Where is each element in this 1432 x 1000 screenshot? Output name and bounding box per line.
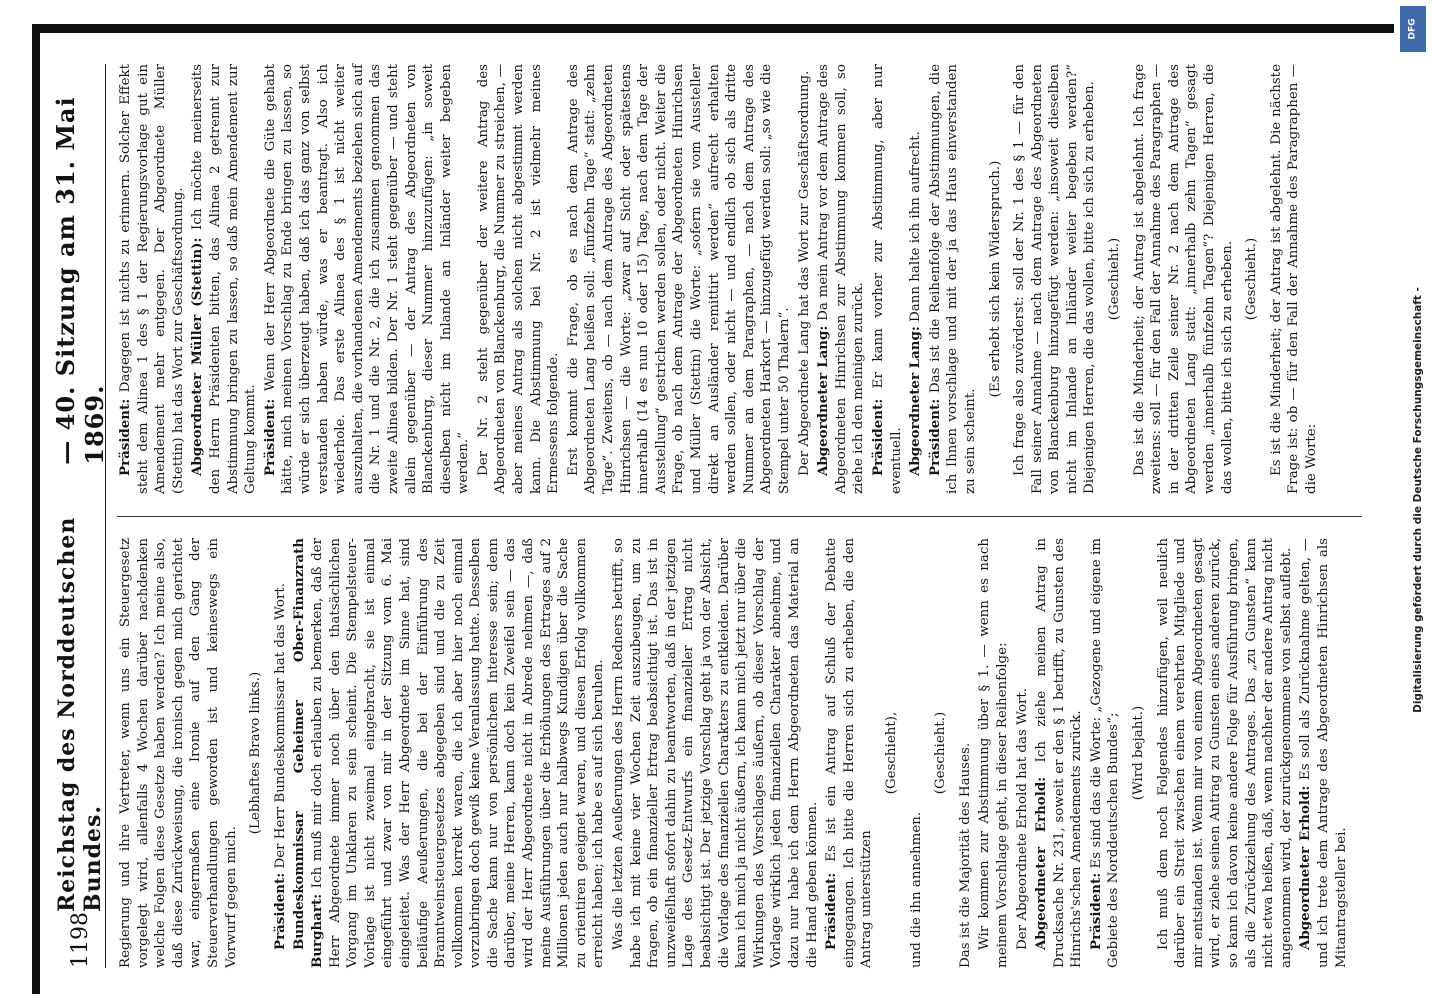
paragraph [957, 538, 975, 968]
paragraph-text: und die ihn annehmen. [908, 811, 924, 968]
paragraph [610, 538, 821, 968]
speaker-name: Präsident: [261, 398, 278, 476]
paragraph-text: Der Abgeordnete Lang hat das Wort zur Geschäftsordnung. [796, 70, 812, 476]
running-title: Reichstag des Norddeutschen Bundes. [54, 516, 106, 912]
speaker-name: Abgeordneter Erhold: [1033, 776, 1050, 950]
scan-border-top [32, 24, 1394, 33]
paragraph-text: Es ist die Minderheit; der Antrag ist abgelehnt. Die nächste Frage ist: ob — für den Fall der Annahme des Paragraphen — die Worte: [1268, 64, 1319, 494]
speaker-name: Abgeordneter Müller (Stettin): [189, 237, 206, 476]
speaker-name: Präsident: [869, 398, 886, 476]
paragraph [1155, 538, 1296, 968]
paragraph [117, 538, 240, 968]
paragraph-text: Dann halte ich ihn aufrecht. [908, 131, 924, 322]
page-number: 1198 [67, 912, 93, 968]
stage-direction: (Geschieht.) [1244, 237, 1260, 321]
paragraph [976, 538, 1011, 968]
speaker-name: Präsident: [117, 398, 133, 476]
paragraph-text: Er kann vorher zur Abstimmung, aber nur eventuell. [870, 64, 904, 494]
paragraph-text: Wir kommen zur Abstimmung über § 1. — wenn es nach meinem Vorschlage geht, in dieser Reihenfolge: [977, 538, 1010, 968]
speaker-name: Abgeordneter Lang: [907, 326, 924, 476]
paragraph [1131, 64, 1237, 494]
paragraph-text: Erst kommt die Frage, ob es nach dem Antrage des Abgeordneten Lang heißen soll: „fünfzehn Tage“ statt: „zehn Tage“. Zweitens, ob — nach dem Antrage des Abgeordneten Hinrichsen — die Worte: „zwar auf Sicht oder spätestens innerhalb (14 es nun 10 oder 15) Tage, nach dem Tage der Ausstellung“ gestrichen werden sollen, oder nicht. Weiter die Frage, ob nach dem Antrage der Abgeordneten Hinrichsen und Müller (Stettin) die Worte: „sofern sie vom Aussteller direkt an Ausländer remittirt werden“ aufrecht erhalten werden sollen, oder nicht — und endlich ob sich als dritte Nummer an dem Paragraphen, — nach dem Antrage des Abgeordneten Harkort — hinzugefügt werden soll: „so wie die Stempel unter 50 Thalern“. [565, 64, 792, 494]
paragraph [796, 64, 814, 494]
paragraph-text: Der Abgeordnete Erhold hat das Wort. [1014, 687, 1030, 950]
stage-direction: (Geschieht.) [933, 711, 949, 795]
stage-direction: (Wird bejaht.) [1131, 705, 1147, 801]
paragraph [272, 538, 290, 968]
digitization-note: Digitalisierung gefördert durch die Deutsche Forschungsgemeinschaft - [1412, 287, 1424, 713]
paragraph [908, 538, 926, 968]
stage-direction: (Geschieht), [883, 711, 899, 795]
right-column [117, 64, 1323, 494]
paragraph [1014, 538, 1032, 968]
paragraph [1011, 64, 1099, 494]
paragraph [291, 538, 608, 968]
page-header [51, 64, 109, 968]
paragraph-text: Ich möchte meinerseits den Herrn Präsidenten bitten, das Alinea 2 getrennt zur Abstimmung bringen zu lassen, so daß mein Amendement zur Geltung kommt. [190, 63, 259, 494]
paragraph-text: Das ist die Majorität des Hauses. [957, 742, 973, 968]
paragraph-text: Es ist ein Antrag auf Schluß der Debatte eingegangen. Ich bitte die Herren sich zu erheben, die den Antrag unterstützen [824, 537, 875, 968]
paragraph-text: Der Nr. 2 steht gegenüber der weitere Antrag des Abgeordneten von Blanckenburg, die Nummer zu streichen, — aber meines Antrag als solchen nicht abgestimmt werden kann. Die Abstimmung bei Nr. 2 ist vielmehr meines Ermessens folgende. [475, 64, 562, 494]
paragraph [1268, 64, 1321, 494]
paragraph-text: Das ist die Minderheit; der Antrag ist abgelehnt. Ich frage zweitens: soll — für den Fall der Annahme des Paragraphen — in der dritten Zeile seiner Nr. 2 nach dem Antrage des Abgeordneten Lang statt: „innerhalb zehn Tagen“ gesagt werden „innerhalb fünfzehn Tagen“? Diejenigen Herren, die das wollen, bitte ich sich zu erheben. [1131, 64, 1235, 494]
paragraph-text: Es soll als Zurücknahme gelten, — und ich trete dem Antrage des Abgeordneten Hinrichsen als Mitantragsteller bei. [1298, 538, 1349, 968]
paragraph [262, 64, 473, 494]
paragraph [1088, 538, 1123, 968]
paragraph-text: Es sind das die Worte: „Gezogene und eigene im Gebiete des Norddeutschen Bundes“; [1088, 538, 1122, 968]
paragraph [189, 64, 259, 494]
paragraph-text: Ich ziehe meinen Antrag in Drucksache Nr. 231, soweit er den § 1 betrifft, zu Gunsten des Hinrichs'schen Amendements zurück. [1034, 538, 1085, 968]
paragraph [1033, 538, 1086, 968]
speaker-name: Präsident: [926, 398, 943, 476]
paragraph-text: Regierung und ihre Vertreter, wenn uns ein Steuergesetz vorgelegt wird, allenfalls 4 Wochen darüber nachdenken welche Folgen diese Gesetze haben werden? Ich meine also, daß diese Zurückweisung, die ironisch gegen mich gerichtet war, eingermaßen eine Ironie auf den Gang der Steuerverhandlungen geworden ist und keineswegs ein Vorwurf gegen mich. [118, 538, 239, 968]
speaker-name: Bundeskommissar Geheimer Ober-Finanzrath Burghart: [291, 538, 325, 968]
speaker-name: Präsident: [823, 872, 840, 950]
stage-direction: (Es erhebt sich kein Widerspruch.) [987, 160, 1003, 398]
column-rule [117, 516, 1362, 517]
paragraph-text: Ich frage also zuvörderst: soll der Nr. 1 des § 1 — für den Fall seiner Annahme — nach dem Antrage des Abgeordneten von Blanckenburg hinzugefügt werden: „insoweit dieselben nicht im Inlande an Inländer weiter begeben werden?“ Diejenigen Herren, die das wollen, bitte ich sich zu erheben. [1012, 64, 1098, 494]
paragraph [117, 64, 187, 494]
paragraph-text: Der Herr Bundeskommissar hat das Wort. [272, 582, 288, 869]
paragraph [907, 64, 925, 494]
paragraph [1297, 538, 1350, 968]
paragraph-text: Ich muß dem noch Folgendes hinzufügen, weil neulich darüber ein Streit zwischen einem verehrten Mitgliede und mir entstanden ist. Wenn mir von einem Abgeordneten gesagt wird, er ziehe seinen Antrag zu Gunsten eines anderen zurück, so kann ich davon keine andere Folge für Ausführung bringen, als die Zurückziehung des Antrages. Das „zu Gunsten“ kann nicht etwa heißen, daß, wenn nachher der andere Antrag nicht angenommen wird, der zurückgenommene von selbst auflebt. [1155, 538, 1294, 968]
paragraph-text: Das ist die Reihenfolge der Abstimmungen, die ich Ihnen vorschlage und mit der ja das Haus einverstanden zu sein scheint. [927, 64, 978, 494]
speaker-name: Präsident: [271, 872, 288, 950]
stage-direction: (Lebhaftes Bravo links.) [248, 671, 264, 835]
speaker-name: Abgeordneter Lang: [815, 325, 832, 476]
session-title: — 40. Sitzung am 31. Mai 1869. [51, 96, 109, 465]
dfg-logo: DFG [1400, 6, 1426, 52]
paragraph [870, 64, 905, 494]
scan-border-left [32, 24, 40, 994]
paragraph [565, 64, 794, 494]
paragraph-text: Da mein Antrag vor dem Antrage des Abgeordneten Hinrichsen zur Abstimmung kommen soll, so ziehe ich den meinigen zurück. [816, 64, 867, 494]
paragraph [823, 538, 876, 968]
paragraph-text: Wenn der Herr Abgeordnete die Güte gehabt hätte, mich meinen Vorschlag zu Ende bringen zu lassen, so würde er sich überzeugt haben, daß ich das ganz von selbst verstanden haben würde, was er beantragt. Also ich wiederhole. Das erste Alinea des § 1 ist nicht weiter auszuhalten, die vorhandenen Amendements beziehen sich auf die Nr. 1 und die Nr. 2, die ich zusammen genommen das zweite Alinea bilden. Der Nr. 1 steht gegenüber — und steht allein gegenüber — der Antrag des Abgeordneten von Blanckenburg, dieser Nummer hinzuzufügen: „in soweit dieselben nicht im Inlande an Inländer weiter begeben werden.“ [262, 64, 472, 494]
paragraph [475, 64, 563, 494]
paragraph-text: Dagegen ist nichts zu erinnern. Solcher Effekt steht dem Alinea 1 des § 1 der Regierungsvorlage gut ein Amendement mehr entgegen. Der Abgeordnete Müller (Stettin) hat das Wort zur Geschäftsordnung. [118, 64, 186, 494]
speaker-name: Präsident: [1087, 872, 1104, 950]
stage-direction: (Geschieht.) [1107, 237, 1123, 321]
paragraph-text: Ich muß mir doch erlauben zu bemerken, daß der Herr Abgeordnete immer noch über den thatsächlichen Vorgang im Unklaren zu sein scheint. Die Stempelsteuer-Vorlage ist nicht zweimal eingebracht, sie ist einmal eingeführt und zwar von mir in der Sitzung vom 6. Mai eingeleitet. Was der Herr Abgeordnete im Sinne hat, sind beiläufige Aeußerungen, die bei der Einführung des Branntweinsteuergesetzes abgegeben sind und die zu Zeit vollkommen korrekt waren, die ich aber hier noch einmal vorzubringen doch gewiß keine Veranlassung hatte. Desselben die Sache kann nur von persönlichem Interesse sein; denn darüber, meine Herren, kann doch kein Zweifel sein — das wird der Herr Abgeordnete nicht in Abrede nehmen —, daß meine Ausführungen über die Erhöhungen des Ertrages auf 2 Millionen jeden auch nur halbwegs Kundigen über die Sache zu orientiren geeignet waren, und diesen Erfolg vollkommen erreicht haben; ich habe es auf sich beruhen. [309, 538, 607, 968]
speaker-name: Abgeordneter Erhold: [1297, 785, 1314, 950]
paragraph-text: Was die letzten Aeußerungen des Herrn Redners betrifft, so habe ich mit keine vier Wochen Zeit auszubeugen, um zu fragen, ob ein finanzieller Ertrag beabsichtigt ist. Das ist in unzweifelhaft sofort dahin zu beantworten, daß in der jetzigen Lage des Gesetz-Entwurfs ein finanzieller Ertrag nicht beabsichtigt ist. Der jetzige Vorschlag geht ja von der Absicht, die Vorlage des finanziellen Charakters zu entkleiden. Darüber kann ich mich ja nicht äußern, ich kann mich jetzt nur über die Wirkungen des Vorschlages äußern, ob dieser Vorschlag der Vorlage wirklich jeden finanziellen Charakter abnehme, und dazu nur habe ich dem Herrn Abgeordneten das Material an die Hand geben können. [611, 538, 820, 968]
paragraph [927, 64, 980, 494]
left-column [117, 538, 1352, 968]
document-page [51, 40, 1370, 992]
paragraph [815, 64, 868, 494]
